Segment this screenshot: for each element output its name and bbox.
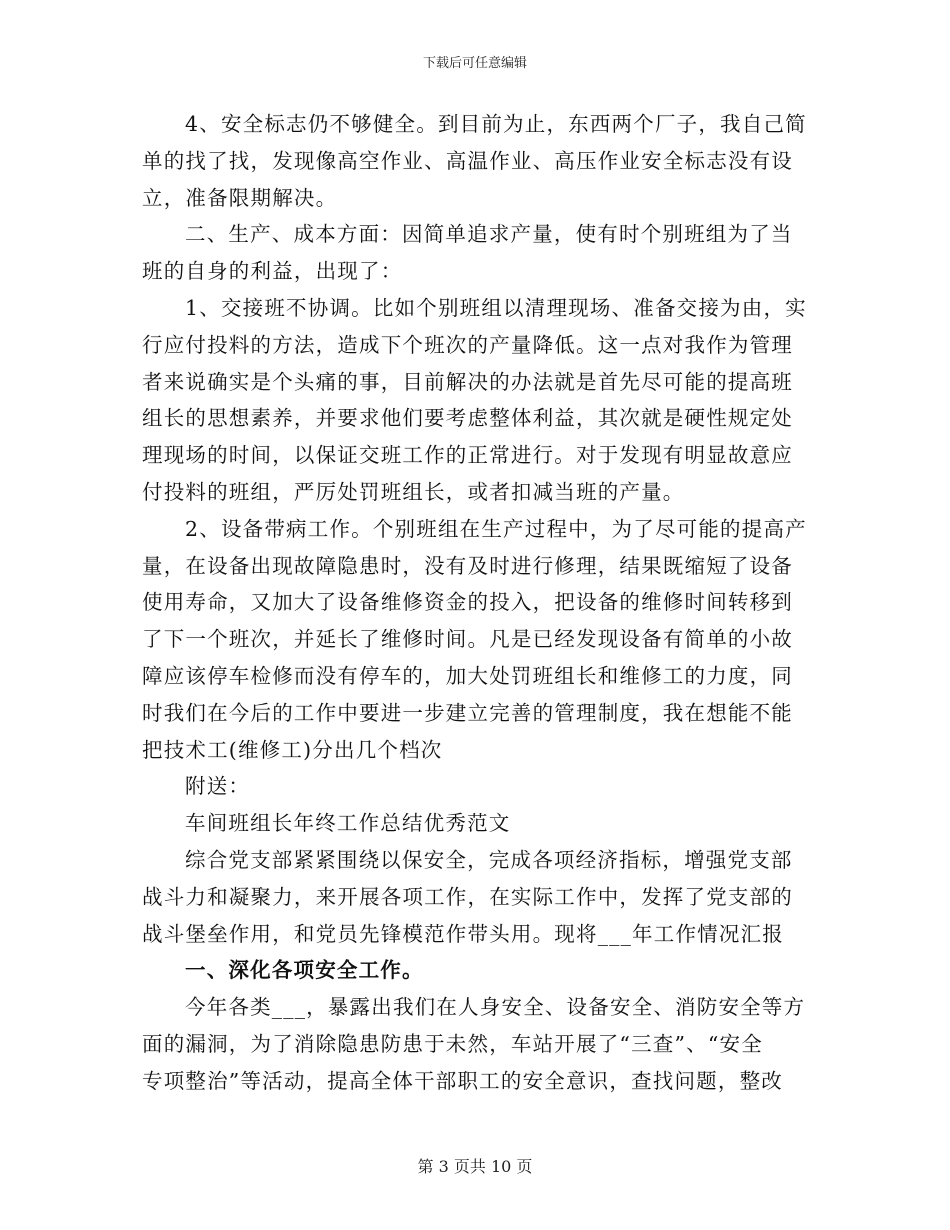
- paragraph-line: 1、交接班不协调。比如个别班组以清理现场、准备交接为由，实: [185, 295, 807, 320]
- section-heading: 一、深化各项安全工作。: [185, 958, 424, 983]
- paragraph-line: 战斗力和凝聚力，来开展各项工作，在实际工作中，发挥了党支部的: [142, 884, 793, 909]
- paragraph-line: 2、设备带病工作。个别班组在生产过程中，为了尽可能的提高产: [185, 516, 807, 541]
- paragraph-line: 单的找了找，发现像高空作业、高温作业、高压作业安全标志没有设: [142, 148, 793, 173]
- paragraph-line: 理现场的时间，以保证交班工作的正常进行。对于发现有明显故意应: [142, 443, 793, 468]
- paragraph-line: 行应付投料的方法，造成下个班次的产量降低。这一点对我作为管理: [142, 332, 793, 357]
- paragraph-line: 时我们在今后的工作中要进一步建立完善的管理制度，我在想能不能: [142, 700, 793, 725]
- paragraph-line: 班的自身的利益，出现了：: [142, 259, 403, 284]
- paragraph-line: 4、安全标志仍不够健全。到目前为止，东西两个厂子，我自己简: [185, 112, 807, 136]
- paragraph-line: 战斗堡垒作用，和党员先锋模范作带头用。现将___年工作情况汇报: [142, 921, 784, 946]
- paragraph-line: 面的漏洞，为了消除隐患防患于未然，车站开展了“三查”、“安全: [142, 1031, 763, 1056]
- paragraph-line: 综合党支部紧紧围绕以保安全，完成各项经济指标，增强党支部: [185, 847, 793, 872]
- paragraph-line: 障应该停车检修而没有停车的，加大处罚班组长和维修工的力度，同: [142, 663, 793, 688]
- paragraph-line: 今年各类___，暴露出我们在人身安全、设备安全、消防安全等方: [185, 995, 806, 1020]
- paragraph-line: 使用寿命，又加大了设备维修资金的投入，把设备的维修时间转移到: [142, 590, 793, 615]
- paragraph-line: 了下一个班次，并延长了维修时间。凡是已经发现设备有简单的小故: [142, 627, 793, 652]
- document-body: [142, 106, 812, 1100]
- paragraph-line: 量，在设备出现故障隐患时，没有及时进行修理，结果既缩短了设备: [142, 553, 793, 578]
- paragraph-line: 组长的思想素养，并要求他们要考虑整体利益，其次就是硬性规定处: [142, 406, 793, 431]
- paragraph-line: 附送：: [185, 774, 251, 799]
- paragraph-line: 车间班组长年终工作总结优秀范文: [185, 811, 511, 836]
- paragraph-line: 专项整治”等活动，提高全体干部职工的安全意识，查找问题，整改: [142, 1068, 783, 1093]
- paragraph-line: 二、生产、成本方面：因简单追求产量，使有时个别班组为了当: [185, 222, 793, 247]
- paragraph-line: 者来说确实是个头痛的事，目前解决的办法就是首先尽可能的提高班: [142, 369, 793, 394]
- paragraph-line: 立，准备限期解决。: [142, 185, 338, 210]
- paragraph-line: 付投料的班组，严厉处罚班组长，或者扣减当班的产量。: [142, 479, 685, 504]
- page-footer: 第 3 页共 10 页: [417, 1157, 533, 1176]
- page-header: 下载后可任意编辑: [422, 56, 527, 71]
- paragraph-line: 把技术工(维修工)分出几个档次: [142, 737, 443, 762]
